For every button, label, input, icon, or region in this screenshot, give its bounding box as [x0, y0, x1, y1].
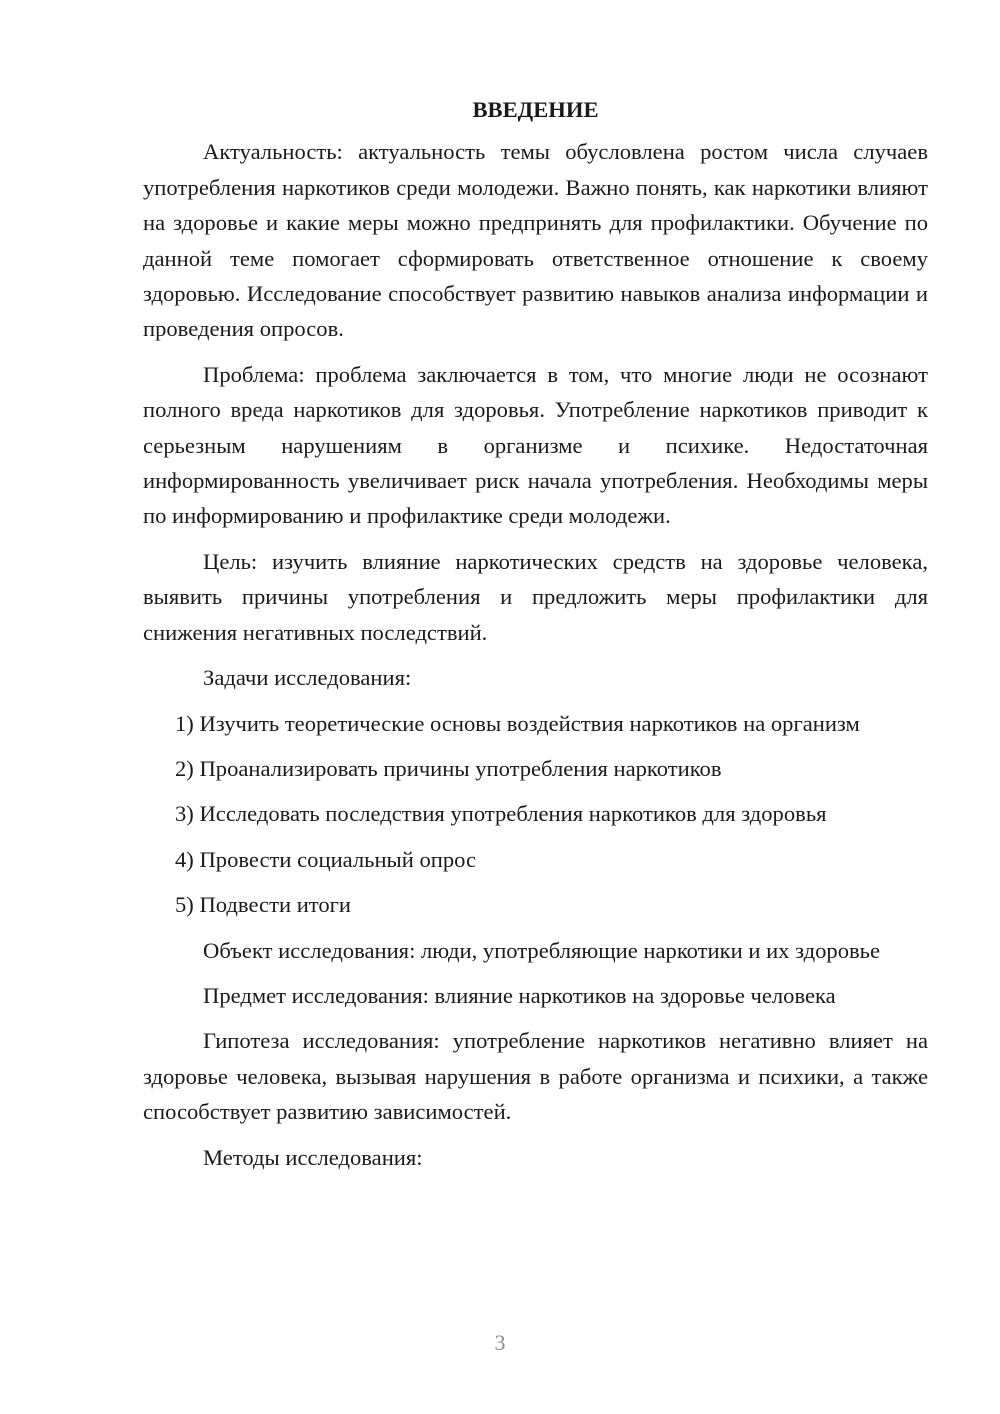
- subject-paragraph: Предмет исследования: влияние наркотиков на здоровье человека: [203, 982, 836, 1008]
- task-item-2: 2) Проанализировать причины употребления наркотиков: [175, 755, 722, 781]
- relevance-paragraph: Актуальность: актуальность темы обусловлена ростом числа случаев употребления наркотиков среди молодежи. Важно понять, как наркотики влияют на здоровье и какие меры можно предпринять для профилактики. Обучение по данной теме помогает сформировать ответственное отношение к своему здоровью. Исследование способствует развитию навыков анализа информации и проведения опросов.: [143, 139, 928, 342]
- task-item-4: 4) Провести социальный опрос: [175, 846, 477, 872]
- hypothesis-paragraph: Гипотеза исследования: употребление наркотиков негативно влияет на здоровье человека, вызывая нарушения в работе организма и психики, а также способствует развитию зависимостей.: [143, 1028, 928, 1125]
- page-number: 3: [494, 1330, 506, 1355]
- methods-heading: Методы исследования:: [203, 1144, 423, 1170]
- page-title: ВВЕДЕНИЕ: [472, 97, 599, 122]
- task-item-5: 5) Подвести итоги: [175, 892, 352, 918]
- object-paragraph: Объект исследования: люди, употребляющие наркотики и их здоровье: [203, 937, 881, 963]
- goal-paragraph: Цель: изучить влияние наркотических средств на здоровье человека, выявить причины употребления и предложить меры профилактики для снижения негативных последствий.: [143, 548, 928, 645]
- tasks-heading: Задачи исследования:: [203, 665, 412, 691]
- problem-paragraph: Проблема: проблема заключается в том, что многие люди не осознают полного вреда наркотиков для здоровья. Употребление наркотиков приводит к серьезным нарушениям в организме и психике. Недостаточная информированность увеличивает риск начала употребления. Необходимы меры по информированию и профилактике среди молодежи.: [143, 361, 928, 529]
- task-item-1: 1) Изучить теоретические основы воздействия наркотиков на организм: [175, 710, 860, 736]
- task-item-3: 3) Исследовать последствия употребления наркотиков для здоровья: [175, 801, 827, 827]
- document-page: [143, 92, 928, 1185]
